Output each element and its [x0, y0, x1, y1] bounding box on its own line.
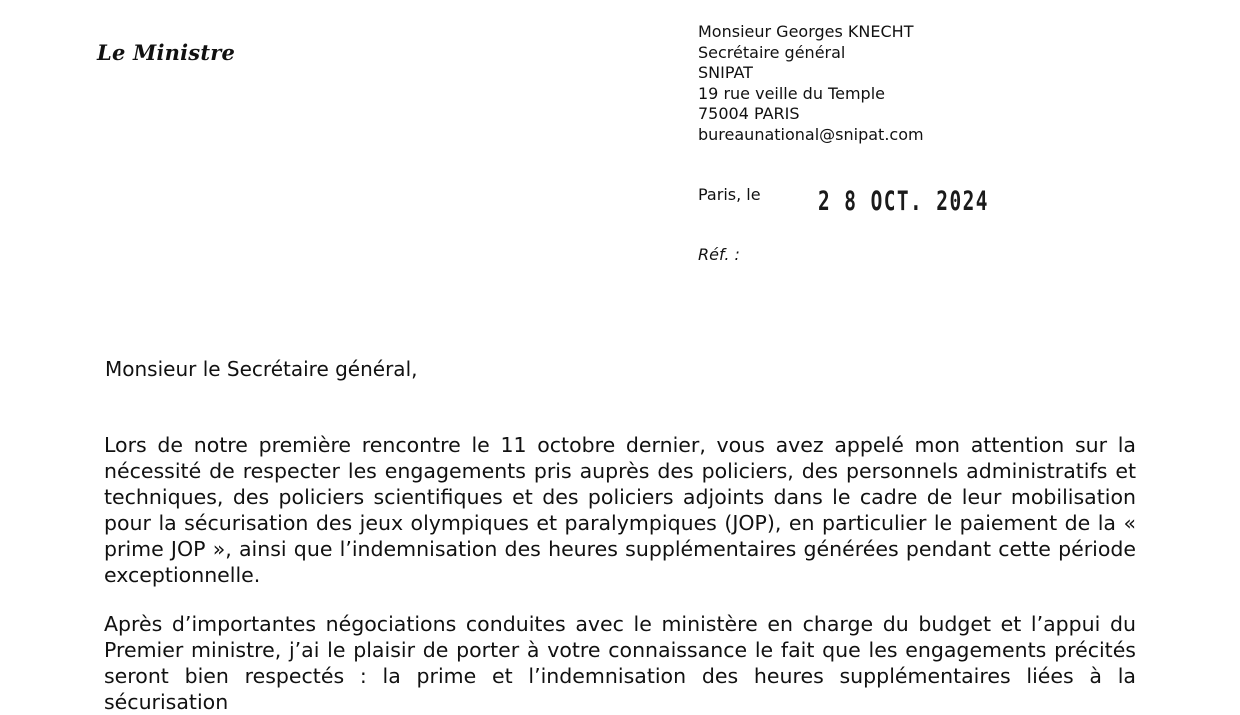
recipient-address-block [698, 22, 924, 145]
recipient-name: Monsieur Georges KNECHT [698, 22, 914, 41]
sender-title: Le Ministre [97, 40, 236, 65]
recipient-email: bureaunational@snipat.com [698, 124, 924, 144]
recipient-street: 19 rue veille du Temple [698, 83, 885, 103]
date-stamp: 2 8 OCT. 2024 [818, 186, 989, 217]
date-place-label: Paris, le [698, 185, 761, 204]
recipient-city: 75004 PARIS [698, 104, 800, 123]
body-paragraph: Lors de notre première rencontre le 11 octobre dernier, vous avez appelé mon attention sur la nécessité de respecter les engagements pris auprès des policiers, des personnels administratifs et techniques, des policiers scientifiques et des policiers adjoints dans le cadre de leur mobilisation pour la sécurisation des jeux olympiques et paralympiques (JOP), en particulier le paiement de la « prime JOP », ainsi que l’indemnisation des heures supplémentaires générées pendant cette période exceptionnelle. [104, 433, 1136, 587]
body-paragraph: Après d’importantes négociations conduites avec le ministère en charge du budget et l’appui du Premier ministre, j’ai le plaisir de porter à votre connaissance le fait que les engagements précités seront bien respectés : la prime et l’indemnisation des heures supplémentaires liées à la sécurisation [104, 612, 1136, 714]
reference-label: Réf. : [698, 245, 740, 264]
salutation: Monsieur le Secrétaire général, [105, 357, 418, 381]
recipient-position: Secrétaire général [698, 42, 846, 62]
recipient-organization: SNIPAT [698, 63, 753, 82]
